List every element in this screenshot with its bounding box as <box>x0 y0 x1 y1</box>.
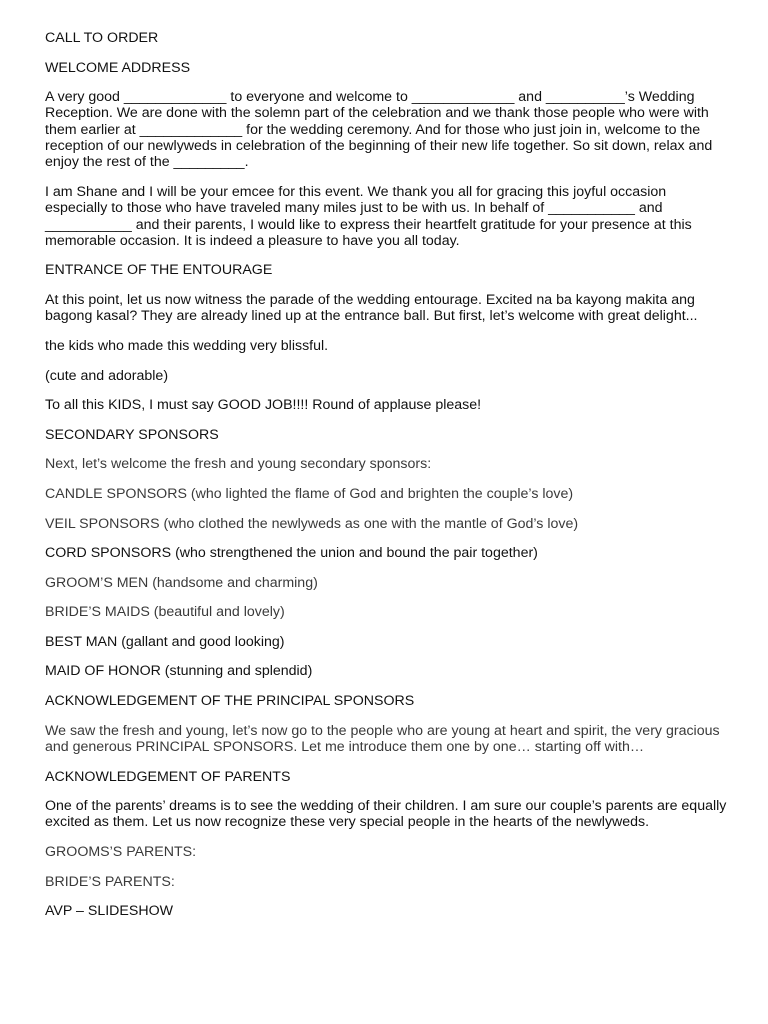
emcee-paragraph: I am Shane and I will be your emcee for this event. We thank you all for gracing this joyful occasion especially to those who have traveled many miles just to be with us. In behalf of ___________ and ___________ and their parents, I would like to express their heartfelt gratitude for your presence at this memorable occasion. It is indeed a pleasure to have you all today. <box>45 183 692 249</box>
best-man-line: BEST MAN (gallant and good looking) <box>45 633 285 650</box>
heading-call-to-order: CALL TO ORDER <box>45 30 159 46</box>
maid-of-honor-line: MAID OF HONOR (stunning and splendid) <box>45 663 313 680</box>
parents-paragraph: One of the parents’ dreams is to see the wedding of their children. I am sure our couple’s parents are equally excited as them. Let us now recognize these very special people in the hearts of the newlyweds. <box>45 798 727 831</box>
brides-parents-line: BRIDE’S PARENTS: <box>45 873 175 890</box>
heading-secondary-sponsors: SECONDARY SPONSORS <box>45 426 219 443</box>
heading-welcome-address: WELCOME ADDRESS <box>45 59 191 76</box>
candle-sponsors-line: CANDLE SPONSORS (who lighted the flame of God and brighten the couple’s love) <box>45 485 574 502</box>
brides-maids-line: BRIDE’S MAIDS (beautiful and lovely) <box>45 604 285 621</box>
heading-entrance-entourage: ENTRANCE OF THE ENTOURAGE <box>45 262 273 279</box>
cord-sponsors-line: CORD SPONSORS (who strengthened the union and bound the pair together) <box>45 545 538 562</box>
heading-principal-sponsors: ACKNOWLEDGEMENT OF THE PRINCIPAL SPONSORS <box>45 693 415 710</box>
grooms-parents-line: GROOMS’S PARENTS: <box>45 844 197 861</box>
veil-sponsors-line: VEIL SPONSORS (who clothed the newlyweds as one with the mantle of God’s love) <box>45 515 579 532</box>
principal-sponsors-paragraph: We saw the fresh and young, let’s now go to the people who are young at heart and spirit, the very gracious and generous PRINCIPAL SPONSORS. Let me introduce them one by one… starting off with… <box>45 722 720 755</box>
applause-line: To all this KIDS, I must say GOOD JOB!!!! Round of applause please! <box>45 397 482 414</box>
entourage-paragraph: At this point, let us now witness the parade of the wedding entourage. Excited na ba kayong makita ang bagong kasal? They are already lined up at the entrance ball. But first, let’s welcome with great delight... <box>45 292 698 325</box>
secondary-sponsors-intro: Next, let’s welcome the fresh and young secondary sponsors: <box>45 456 432 473</box>
heading-avp-slideshow: AVP – SLIDESHOW <box>45 903 173 920</box>
cute-line: (cute and adorable) <box>45 367 169 384</box>
kids-line: the kids who made this wedding very blissful. <box>45 337 329 354</box>
welcome-paragraph: A very good _____________ to everyone and welcome to _____________ and __________’s Wedding Reception. We are done with the solemn part of the celebration and we thank those people who were with them earlier at _____________ for the wedding ceremony. And for those who just join in, welcome to the reception of our newlyweds in celebration of the beginning of their new life together. So sit down, relax and enjoy the rest of the _________. <box>45 89 713 171</box>
grooms-men-line: GROOM’S MEN (handsome and charming) <box>45 574 318 591</box>
heading-parents: ACKNOWLEDGEMENT OF PARENTS <box>45 768 291 785</box>
